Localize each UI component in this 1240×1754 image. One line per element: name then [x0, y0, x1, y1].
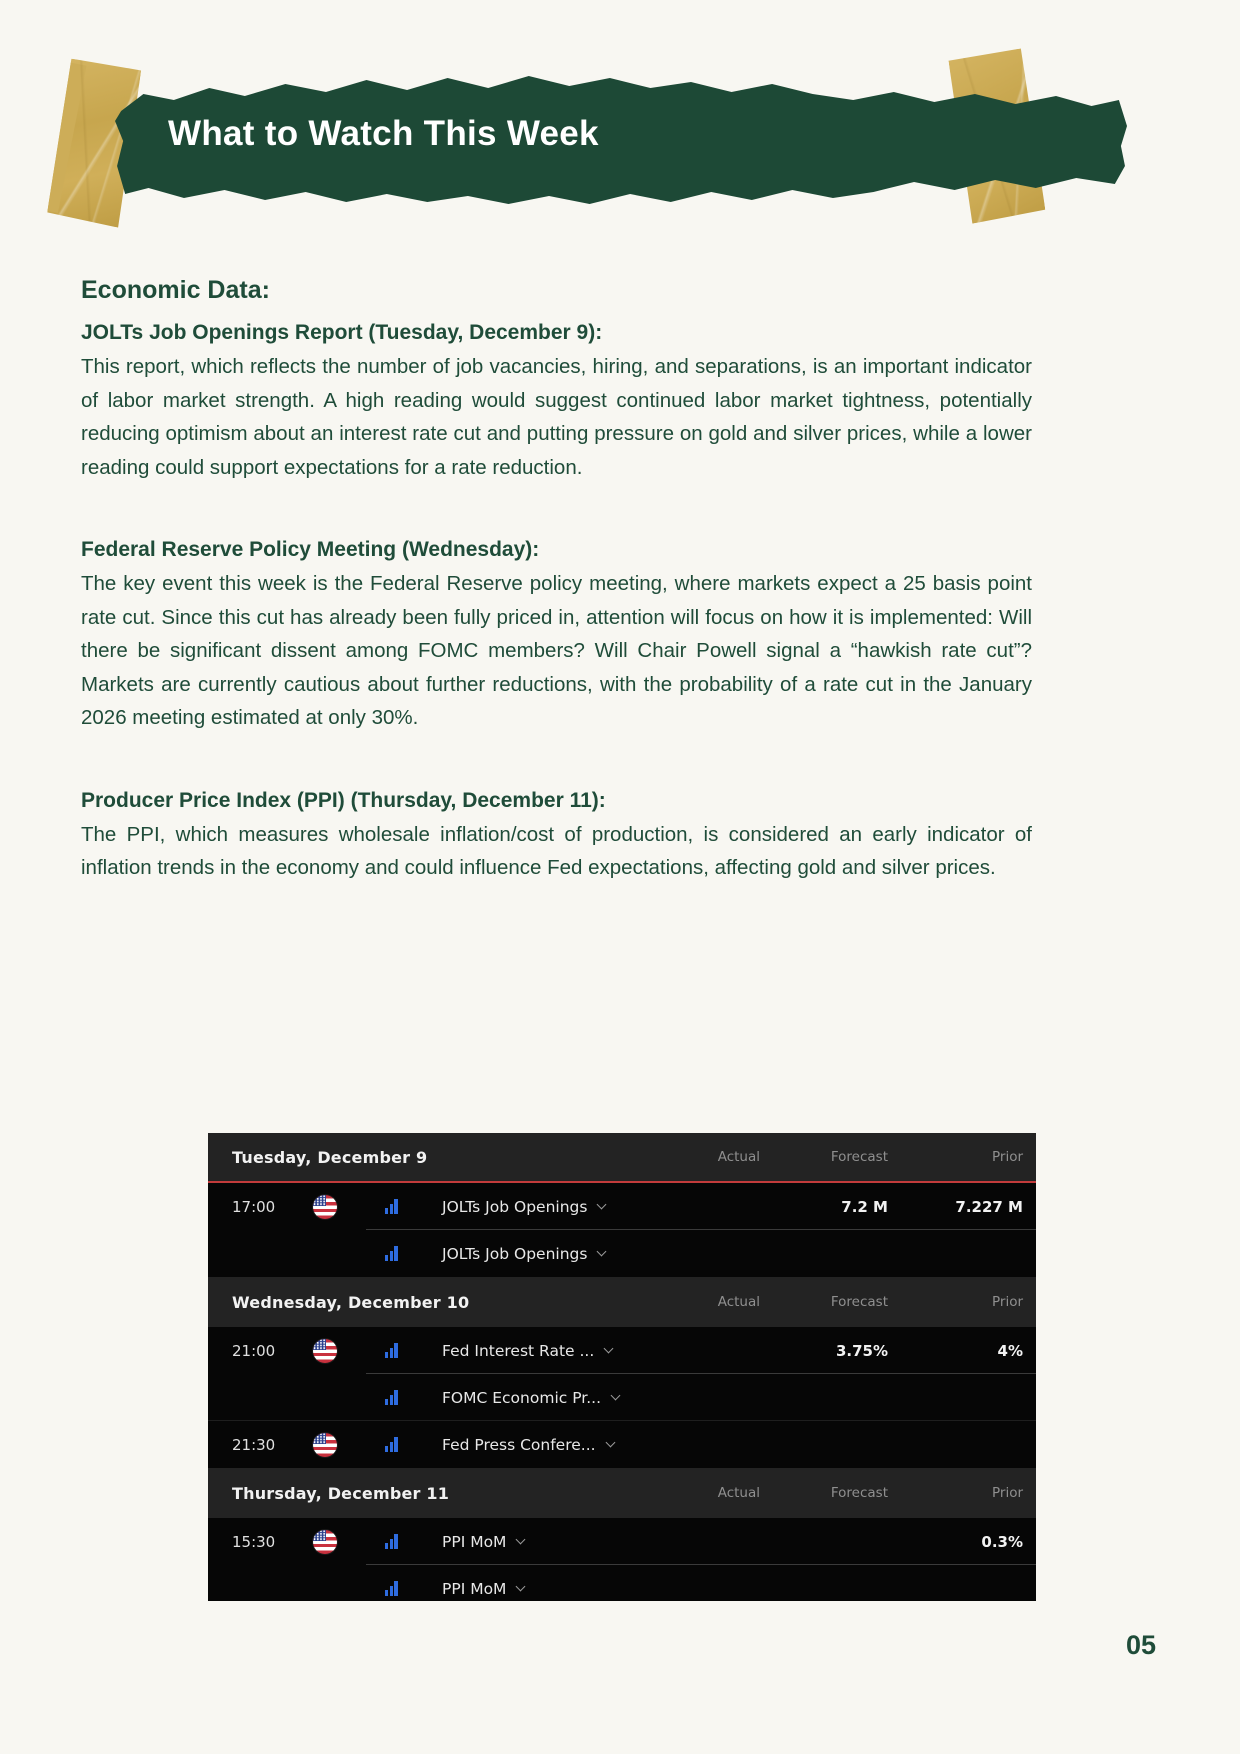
- section-jolts: [81, 321, 1032, 484]
- section-heading: Federal Reserve Policy Meeting (Wednesday):: [81, 538, 540, 561]
- importance-bars-icon: [385, 1581, 399, 1596]
- economic-calendar: [208, 1133, 1036, 1601]
- calendar-event-row: [208, 1565, 1036, 1601]
- calendar-event-row: [208, 1327, 1036, 1374]
- column-header-prior: Prior: [991, 1294, 1023, 1310]
- event-name[interactable]: FOMC Economic Pr...: [442, 1389, 650, 1407]
- event-name[interactable]: PPI MoM: [442, 1533, 650, 1551]
- event-prior-value: 7.227 M: [955, 1197, 1023, 1216]
- us-flag-icon: [313, 1433, 337, 1457]
- main-content: [81, 276, 1032, 939]
- flag-slot-empty: [313, 1242, 337, 1266]
- chevron-down-icon[interactable]: [611, 1390, 621, 1400]
- section-body: This report, which reflects the number of job vacancies, hiring, and separations, is an important indicator of labor market strength. A high reading would suggest continued labor market tightness, potentially reducing optimism about an interest rate cut and putting pressure on gold and silver prices, while a lower reading could support expectations for a rate reduction.: [81, 355, 1032, 479]
- calendar-day-header-row: [208, 1133, 1036, 1183]
- calendar-day-header-row: [208, 1468, 1036, 1518]
- page-number: 05: [1125, 1630, 1156, 1660]
- calendar-event-row: [208, 1230, 1036, 1277]
- event-name[interactable]: PPI MoM: [442, 1580, 650, 1598]
- event-name[interactable]: JOLTs Job Openings: [442, 1198, 650, 1216]
- calendar-event-row: [208, 1374, 1036, 1421]
- us-flag-icon: [313, 1433, 337, 1457]
- column-header-forecast: Forecast: [830, 1294, 888, 1310]
- event-name[interactable]: JOLTs Job Openings: [442, 1245, 650, 1263]
- event-name[interactable]: Fed Interest Rate ...: [442, 1342, 650, 1360]
- section-ppi: [81, 789, 1032, 885]
- event-time: 21:30: [232, 1435, 276, 1454]
- column-header-actual: Actual: [717, 1294, 760, 1310]
- calendar-day-label: Wednesday, December 10: [232, 1292, 470, 1312]
- column-header-forecast: Forecast: [830, 1149, 888, 1165]
- event-time: 21:00: [232, 1341, 276, 1360]
- flag-slot-empty: [313, 1386, 337, 1410]
- economic-data-heading: Economic Data:: [81, 276, 270, 304]
- event-forecast-value: 3.75%: [835, 1341, 888, 1360]
- section-body: The key event this week is the Federal Reserve policy meeting, where markets expect a 25 basis point rate cut. Since this cut has already been fully priced in, attention will focus on how it is implemented: Will there be significant dissent among FOMC members? Will Chair Powell signal a “hawkish rate cut”? Markets are currently cautious about further reductions, with the probability of a rate cut in the January 2026 meeting estimated at only 30%.: [81, 572, 1032, 729]
- importance-bars-icon: [385, 1199, 399, 1214]
- title-banner: [113, 66, 1127, 216]
- event-time: 17:00: [232, 1197, 276, 1216]
- calendar-event-row: [208, 1518, 1036, 1565]
- column-header-prior: Prior: [991, 1485, 1023, 1501]
- event-forecast-value: 7.2 M: [841, 1197, 888, 1216]
- event-time: 15:30: [232, 1532, 276, 1551]
- importance-bars-icon: [385, 1343, 399, 1358]
- us-flag-icon: [313, 1195, 337, 1219]
- us-flag-icon: [313, 1339, 337, 1363]
- importance-bars-icon: [385, 1437, 399, 1452]
- event-prior-value: 4%: [997, 1341, 1023, 1360]
- event-prior-value: 0.3%: [981, 1532, 1023, 1551]
- us-flag-icon: [313, 1530, 337, 1554]
- chevron-down-icon[interactable]: [516, 1581, 526, 1591]
- page-title: What to Watch This Week: [168, 114, 599, 153]
- us-flag-icon: [313, 1530, 337, 1554]
- column-header-forecast: Forecast: [830, 1485, 888, 1501]
- chevron-down-icon[interactable]: [605, 1437, 615, 1447]
- chevron-down-icon[interactable]: [597, 1199, 607, 1209]
- calendar-event-row: [208, 1183, 1036, 1230]
- section-heading: JOLTs Job Openings Report (Tuesday, December 9):: [81, 321, 603, 344]
- us-flag-icon: [313, 1195, 337, 1219]
- chevron-down-icon[interactable]: [516, 1534, 526, 1544]
- calendar-event-row: [208, 1421, 1036, 1468]
- column-header-actual: Actual: [717, 1149, 760, 1165]
- column-header-actual: Actual: [717, 1485, 760, 1501]
- section-fed-meeting: [81, 538, 1032, 735]
- section-body: The PPI, which measures wholesale inflation/cost of production, is considered an early indicator of inflation trends in the economy and could influence Fed expectations, affecting gold and silver prices.: [81, 822, 1032, 879]
- importance-bars-icon: [385, 1534, 399, 1549]
- calendar-day-header-row: [208, 1277, 1036, 1327]
- us-flag-icon: [313, 1339, 337, 1363]
- section-heading: Producer Price Index (PPI) (Thursday, December 11):: [81, 788, 606, 812]
- chevron-down-icon[interactable]: [604, 1343, 614, 1353]
- column-header-prior: Prior: [991, 1149, 1023, 1165]
- calendar-day-label: Tuesday, December 9: [232, 1147, 428, 1167]
- event-name[interactable]: Fed Press Confere...: [442, 1436, 650, 1454]
- importance-bars-icon: [385, 1390, 399, 1405]
- flag-slot-empty: [313, 1577, 337, 1601]
- importance-bars-icon: [385, 1246, 399, 1261]
- chevron-down-icon[interactable]: [597, 1246, 607, 1256]
- calendar-day-label: Thursday, December 11: [232, 1483, 450, 1503]
